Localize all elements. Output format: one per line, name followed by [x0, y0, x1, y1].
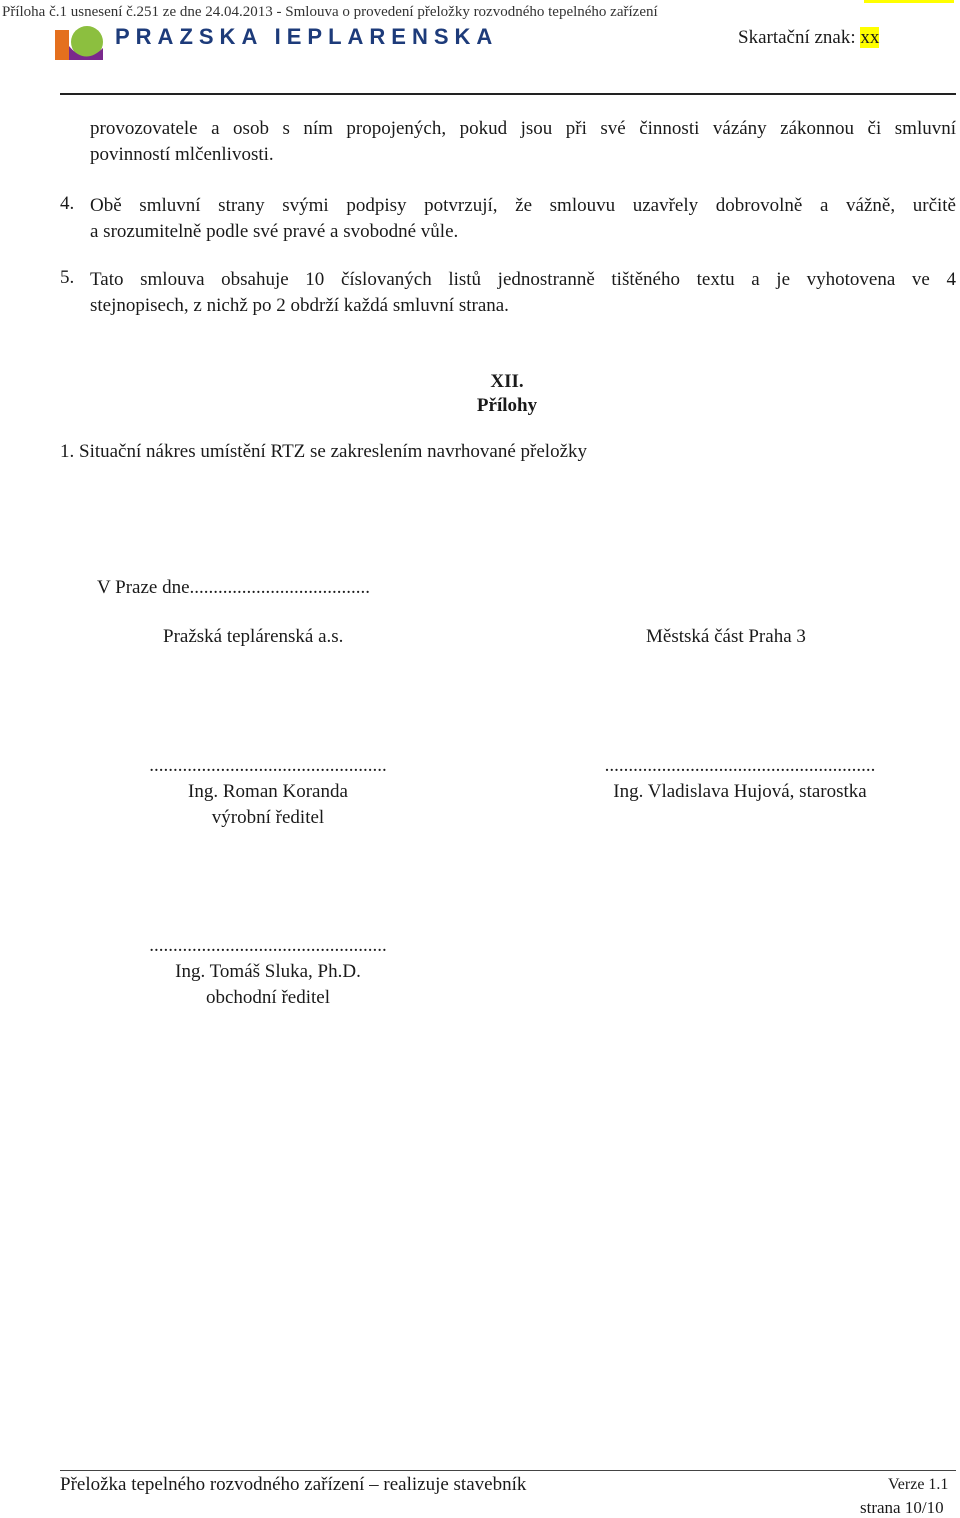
paragraph-line: stejnopisech, z nichž po 2 obdrží každá smluvní strana.	[90, 295, 509, 316]
signature-line: .........................................................	[604, 755, 876, 776]
signature-block-left	[90, 753, 446, 831]
paragraph-line: a srozumitelně podle své pravé a svobodné vůle.	[90, 221, 459, 242]
logo-text: PRAZSKA IEPLARENSKA	[115, 24, 499, 49]
shred-value: xx	[860, 27, 880, 48]
attachment-note: Příloha č.1 usnesení č.251 ze dne 24.04.2013 - Smlouva o provedení přeložky rozvodného tepelného zařízení	[2, 4, 658, 20]
header-divider	[60, 93, 956, 95]
item-5-paragraph	[90, 267, 956, 319]
paragraph-line: povinností mlčenlivosti.	[90, 144, 274, 165]
footer-divider	[60, 1470, 956, 1471]
signatory-name: Ing. Vladislava Hujová, starostka	[613, 781, 867, 802]
signatory-name: Ing. Roman Koranda	[188, 781, 348, 802]
section-number: XII.	[490, 371, 524, 392]
item-number: 5.	[60, 267, 75, 288]
paragraph-line: Tato smlouva obsahuje 10 číslovaných listů jednostranně tištěného textu a je vyhotovena ve 4	[90, 269, 956, 290]
item-4-paragraph	[90, 193, 956, 245]
signature-block-third	[90, 933, 446, 1011]
item-number: 4.	[60, 193, 75, 214]
signature-line: ..................................................	[149, 755, 387, 776]
paragraph-line: Obě smluvní strany svými podpisy potvrzují, že smlouvu uzavřely dobrovolně a vážně, určitě	[90, 195, 956, 216]
shred-label: Skartační znak:	[738, 27, 856, 48]
logo-mark-icon	[55, 22, 111, 62]
party-left: Pražská teplárenská a.s.	[163, 626, 344, 647]
signature-block-right	[540, 753, 940, 805]
signatory-role: obchodní ředitel	[206, 987, 330, 1008]
footer-title: Přeložka tepelného rozvodného zařízení – realizuje stavebník	[60, 1474, 527, 1495]
shred-mark	[738, 27, 879, 49]
place-date-line: V Praze dne......................................	[97, 577, 371, 598]
signature-line: ..................................................	[149, 935, 387, 956]
page-number: strana 10/10	[860, 1498, 944, 1517]
company-logo	[55, 22, 499, 62]
party-right: Městská část Praha 3	[646, 626, 806, 647]
signatory-name: Ing. Tomáš Sluka, Ph.D.	[175, 961, 361, 982]
version-label: Verze 1.1	[888, 1476, 949, 1493]
attachment-list-item: 1. Situační nákres umístění RTZ se zakreslením navrhované přeložky	[60, 441, 588, 462]
section-title: Přílohy	[476, 395, 538, 416]
paragraph-line: provozovatele a osob s ním propojených, pokud jsou při své činnosti vázány zákonnou či smluvní	[90, 118, 956, 139]
highlight-bar	[864, 0, 954, 3]
signatory-role: výrobní ředitel	[211, 807, 325, 828]
confidentiality-paragraph	[90, 116, 956, 168]
